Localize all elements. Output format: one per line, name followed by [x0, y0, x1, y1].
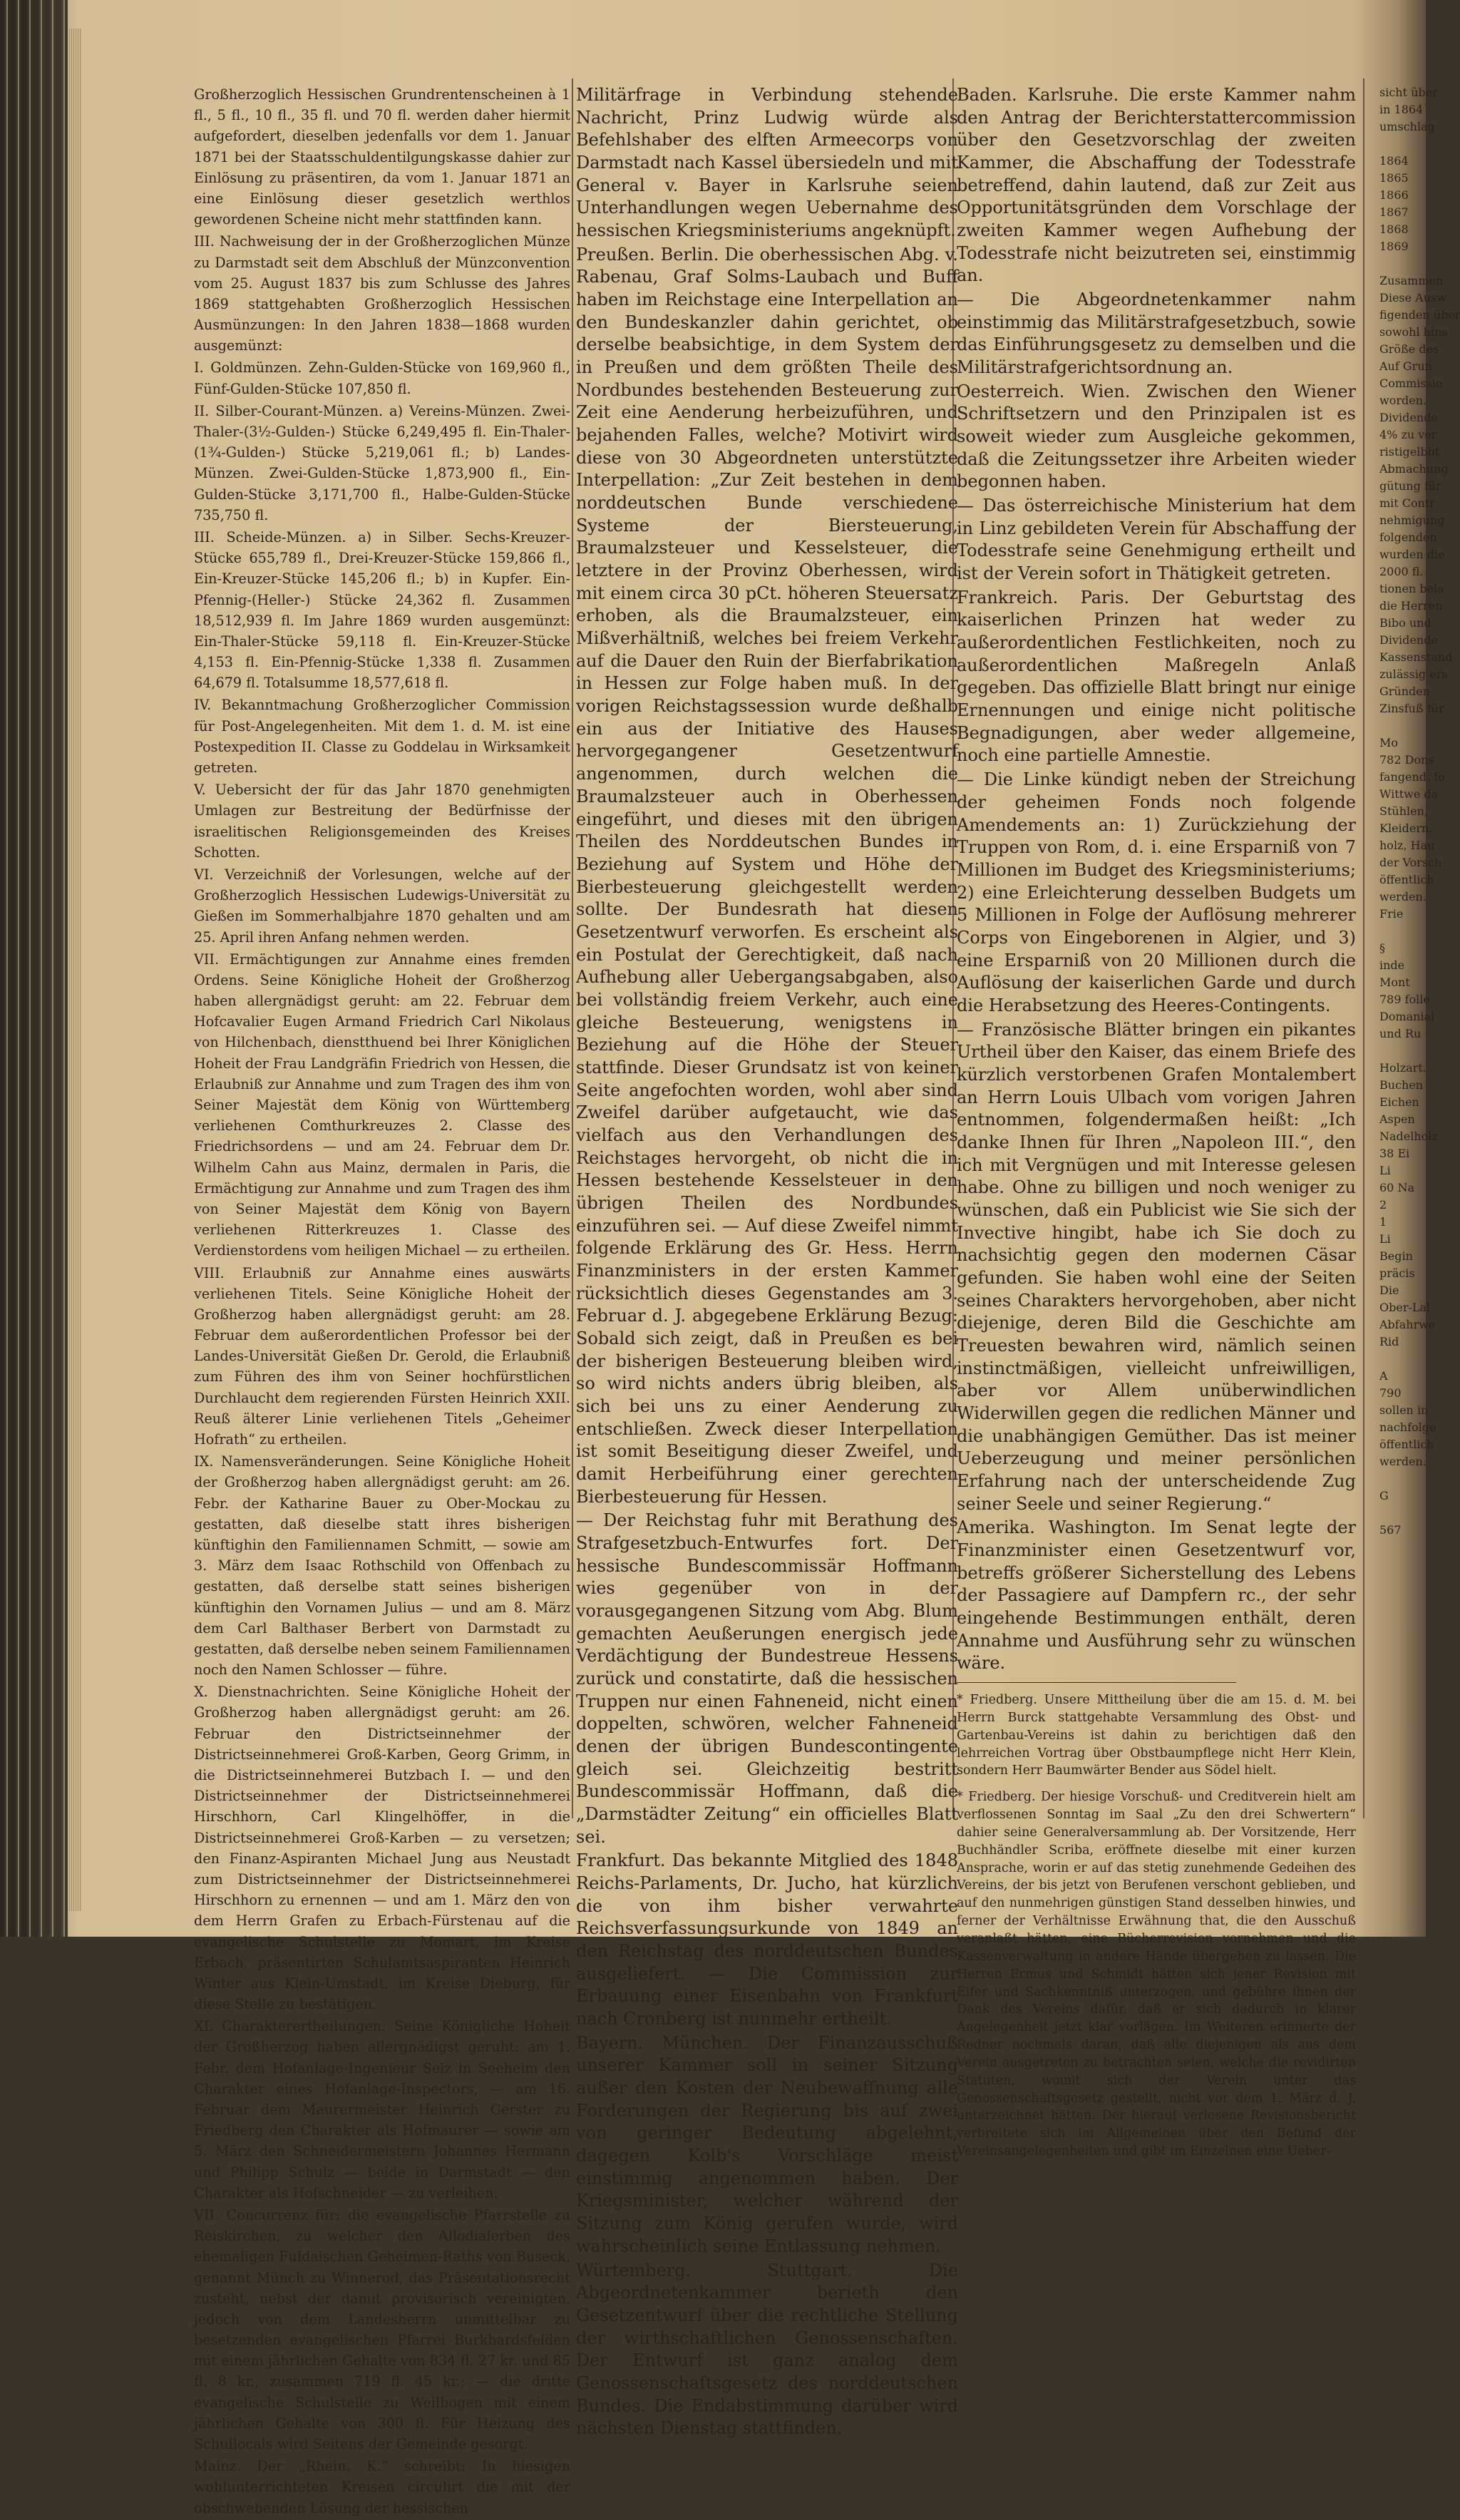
paragraph: Frankreich. Paris. Der Geburtstag des kaiserlichen Prinzen hat weder zu außerordentlichen Festlichkeiten, noch zu außerordentlichen Maßregeln Anlaß gegeben. Das offizielle Blatt bringt nur einige Ernennungen und einige nicht politische Begnadigungen, aber weder allgemeine, noch eine partielle Amnestie. [957, 587, 1356, 766]
paragraph: Würtemberg. Stuttgart. Die Abgeordnetenkammer berieth den Gesetzentwurf über die rechtliche Stellung der wirthschaftlichen Genossenschaften. Der Entwurf ist ganz analog dem Genossenschaftsgesetz des norddeutschen Bundes. Die Endabstimmung darüber wird nächsten Dienstag stattfinden. [576, 2260, 958, 2439]
cropped-line: und Ru [1379, 1027, 1422, 1040]
cropped-line: 4% zu ver [1379, 428, 1437, 441]
cropped-line [1379, 1470, 1426, 1487]
cropped-line: sollen in [1379, 1403, 1429, 1417]
cropped-line: 1864 [1379, 154, 1409, 168]
cropped-line: G [1379, 1489, 1389, 1502]
cropped-line: Gründen [1379, 685, 1431, 698]
cropped-line: nehmigung [1379, 513, 1445, 527]
cropped-line: öffentlich [1379, 1438, 1434, 1451]
cropped-line: Zinsfuß für [1379, 702, 1444, 715]
cropped-line: A [1379, 1369, 1388, 1383]
cropped-line: 1866 [1379, 188, 1409, 202]
cropped-line: präcis [1379, 1266, 1415, 1280]
cropped-line: 790 [1379, 1386, 1402, 1400]
cropped-line: 1865 [1379, 171, 1409, 185]
cropped-line: Zusammen [1379, 274, 1444, 287]
section-divider [957, 1682, 1236, 1683]
cropped-line: Abfahrwe [1379, 1318, 1436, 1331]
cropped-line [1379, 717, 1426, 734]
paragraph: Bayern. München. Der Finanzausschuß unserer Kammer soll in seiner Sitzung außer den Kosten der Neubewaffnung alle Forderungen der Regierung bis auf zwei von geringer Bedeutung abgelehnt, dagegen Kolb's Vorschläge meist einstimmig angenommen haben. Der Kriegsminister, welcher während der Sitzung zum König gerufen wurde, wird wahrscheinlich seine Entlassung nehmen. [576, 2032, 958, 2256]
cropped-line: worden. [1379, 394, 1427, 407]
cropped-line [1379, 135, 1426, 153]
cropped-line: Auf Grun [1379, 359, 1432, 373]
local-notice: * Friedberg. Unsere Mittheilung über die am 15. d. M. bei Herrn Burck stattgehabte Versammlung des Obst- und Gartenbau-Vereins ist dahin zu berichtigen daß den lehrreichen Vortrag über Obstbaumpflege nicht Herr Klein, sondern Herr Baumwärter Bender aus Södel hielt. [957, 1693, 1356, 1778]
cropped-line: mit Contr [1379, 496, 1436, 510]
cropped-line [1379, 923, 1426, 940]
cropped-line: Li [1379, 1232, 1391, 1246]
cropped-line: Kleidern, [1379, 821, 1433, 835]
cropped-line: in 1864 [1379, 103, 1424, 116]
cropped-line: sicht über [1379, 86, 1438, 99]
paragraph: — Französische Blätter bringen ein pikantes Urtheil über den Kaiser, das einem Briefe des kürzlich verstorbenen Grafen Montalembert an Herrn Louis Ulbach vom vorigen Jahren entnommen, folgendermaßen heißt: „Ich danke Ihnen für Ihren „Napoleon III.“, den ich mit Vergnügen und mit Interesse gelesen habe. Ohne zu billigen und noch weniger zu wünschen, daß ein Publicist wie Sie sich der Invective hingibt, habe ich Sie doch zu nachsichtig gegen den modernen Cäsar gefunden. Sie haben wohl eine der Seiten seines Charakters hervorgehoben, aber nicht diejenige, deren Bild die Geschichte am Treuesten bewahren wird, nämlich seinen instinctmäßigen, vielleicht unfreiwilligen, aber vor Allem unüberwindlichen Widerwillen gegen die redlichen Männer und die unabhängigen Gemüther. Das ist meiner Ueberzeugung und meiner persönlichen Erfahrung nach der unterscheidende Zug seiner Seele und seiner Regierung.“ [957, 1019, 1356, 1514]
paragraph: VII. Ermächtigungen zur Annahme eines fremden Ordens. Seine Königliche Hoheit der Großherzog haben allergnädigst geruht: am 22. Februar dem Hofcavalier Eugen Armand Friedrich Carl Nikolaus von Hilchenbach, dienstthuend bei Ihrer Königlichen Hoheit der Frau Landgräfin Friedrich von Hessen, die Erlaubniß zur Annahme und zum Tragen des ihm von Seiner Majestät dem König von Württemberg verliehenen Comthurkreuzes 2. Classe des Friedrichsordens — und am 24. Februar dem Dr. Wilhelm Cahn aus Mainz, dermalen in Paris, die Ermächtigung zur Annahme und zum Tragen des ihm von Seiner Majestät dem König von Bayern verliehenen Ritterkreuzes 1. Classe des Verdienstordens vom heiligen Michael — zu ertheilen. [194, 951, 570, 1259]
cropped-line [1379, 1043, 1426, 1060]
cropped-line: umschlag [1379, 120, 1435, 133]
cropped-line: gütung für [1379, 479, 1441, 493]
paragraph: I. Goldmünzen. Zehn-Gulden-Stücke von 169,960 fl., Fünf-Gulden-Stücke 107,850 fl. [194, 359, 570, 397]
cropped-line: holz, Hau [1379, 839, 1435, 852]
cropped-line: 1867 [1379, 205, 1409, 219]
cropped-line: wurden die [1379, 548, 1445, 561]
cropped-line [1379, 1505, 1426, 1522]
cropped-line: inde [1379, 958, 1405, 972]
cropped-line: Frie [1379, 907, 1404, 921]
cropped-line: tionen bela [1379, 582, 1444, 595]
cropped-line: Ober-Lal [1379, 1301, 1431, 1314]
cropped-line: öffentlich [1379, 873, 1434, 886]
cropped-line: sowohl hins [1379, 325, 1448, 339]
cropped-line: werden. [1379, 1455, 1426, 1468]
cropped-line: folgenden [1379, 531, 1437, 544]
paragraph: XI. Charakterertheilungen. Seine Königliche Hoheit der Großherzog haben allergnädigst geruht: am 1. Febr. dem Hofanlage-Ingenieur Seiz in Seeheim den Charakter eines Hofanlage-Inspectors, — am 16. Februar dem Maurermeister Heinrich Gerster zu Friedberg den Charakter als Hofmaurer — sowie am 5. März den Schneidermeistern Johannes Hermann und Philipp Schulz — beide in Darmstadt — den Charakter als Hofschneider — zu verleihen. [194, 2018, 570, 2201]
paragraph: VIII. Erlaubniß zur Annahme eines auswärts verliehenen Titels. Seine Königliche Hoheit der Großherzog haben allergnädigst geruht: am 28. Februar dem außerordentlichen Professor bei der Landes-Universität Gießen Dr. Gerold, die Erlaubniß zum Führen des ihm von Seiner hochfürstlichen Durchlaucht dem regierenden Fürsten Heinrich XXII. Reuß älterer Linie verliehenen Titels „Geheimer Hofrath“ zu ertheilen. [194, 1264, 570, 1448]
cropped-line: Bibo und [1379, 616, 1431, 630]
cropped-line: 1869 [1379, 240, 1409, 253]
cropped-line [1379, 255, 1426, 272]
cropped-line: Stühlen, [1379, 804, 1428, 818]
cropped-line: Diese Ausw [1379, 291, 1446, 304]
cropped-line: 2000 fl. [1379, 565, 1424, 578]
cropped-line: Li [1379, 1164, 1391, 1177]
book-spine [0, 0, 68, 1937]
cropped-line: figenden über [1379, 308, 1460, 322]
cropped-line: Kassenstand [1379, 650, 1453, 664]
local-notice: * Friedberg. Der hiesige Vorschuß- und Creditverein hielt am verflossenen Sonntag im Saal „Zu den drei Schwertern“ dahier seine Generalversammlung ab. Der Vorsitzende, Herr Buchhändler Scriba, eröffnete dieselbe mit einer kurzen Ansprache, worin er auf das stetig zunehmende Gedeihen des Vereins, der bis jetzt von Berufenen verschont geblieben, und auf den nunmehrigen günstigen Stand desselben hinwies, und ferner der Verhältnisse Erwähnung that, die den Ausschuß veranlaßt hätten, eine Bücherrevision vornehmen und die Kassenverwaltung in andere Hände übergehen zu lassen. Die Herren Ermus und Schmidt hätten sich jener Revision mit Eifer und Sachkenntniß unterzogen, und gebühre ihnen der Dank des Vereins dafür, daß er sich dadurch in klarer Angelegenheit jetzt klar vorlägen. Im Weiteren erinnerte der Redner nochmals daran, daß alle diejenigen als aus dem Verein ausgetreten zu betrachten seien, welche die revidirten Statuten, womit sich der Verein unter das Genossenschaftsgesetz gestellt, nicht vor dem 1. März d. J. unterzeichnet hätten. Der hierauf verlesene Revisionsbericht verbreitete sich im Allgemeinen über den Befund der Vereinsangelegenheiten und gibt im Einzelnen eine Ueber- [957, 1790, 1356, 2159]
cropped-line [1379, 1351, 1426, 1368]
paragraph: — Die Abgeordnetenkammer nahm einstimmig das Militärstrafgesetzbuch, sowie das Einführungsgesetz zu demselben und die Militärstrafgerichtsordnung an. [957, 290, 1356, 378]
paragraph: IV. Bekanntmachung Großherzoglicher Commission für Post-Angelegenheiten. Mit dem 1. d. M. ist eine Postexpedition II. Classe zu Goddelau in Wirksamkeit getreten. [194, 697, 570, 776]
column-rule [572, 78, 573, 1818]
paragraph: II. Silber-Courant-Münzen. a) Vereins-Münzen. Zwei-Thaler-(3½-Gulden-) Stücke 6,249,495 fl. Ein-Thaler-(1¾-Gulden-) Stücke 5,219,061 fl.; b) Landes-Münzen. Zwei-Gulden-Stücke 1,873,900 fl., Ein-Gulden-Stücke 3,171,700 fl., Halbe-Gulden-Stücke 735,750 fl. [194, 402, 570, 523]
cropped-line: 2 [1379, 1198, 1387, 1212]
cropped-line: Eichen [1379, 1095, 1419, 1109]
cropped-line: 789 folle [1379, 993, 1430, 1006]
paragraph: V. Uebersicht der für das Jahr 1870 genehmigten Umlagen zur Bestreitung der Bedürfnisse der israelitischen Religionsgemeinden des Kreises Schotten. [194, 782, 570, 861]
paragraph: Baden. Karlsruhe. Die erste Kammer nahm den Antrag der Berichterstattercommission über den Gesetzvorschlag der zweiten Kammer, die Abschaffung der Todesstrafe betreffend, dahin lautend, daß zur Zeit aus Opportunitätsgründen dem Vorschlage der zweiten Kammer wegen Aufhebung der Todesstrafe nicht beizutreten sei, einstimmig an. [957, 85, 1356, 286]
paragraph: Mainz. Der „Rhein. K.“ schreibt: In hiesigen wohlunterrichteten Kreisen circulirt die mit der obschwebenden Lösung der hessischen [194, 2458, 570, 2516]
cropped-line: 1868 [1379, 222, 1409, 236]
cropped-line: Dividende [1379, 411, 1438, 424]
paragraph: Militärfrage in Verbindung stehende Nachricht, Prinz Ludwig würde als Befehlshaber des elften Armeecorps von Darmstadt nach Kassel übersiedeln und mit General v. Bayer in Karlsruhe seien Unterhandlungen wegen Uebernahme des hessischen Kriegsministeriums angeknüpft. [576, 85, 958, 241]
cropped-line: zulässig ers [1379, 667, 1448, 681]
cropped-line: der Vorsch [1379, 856, 1442, 869]
paragraph: III. Nachweisung der in der Großherzoglichen Münze zu Darmstadt seit dem Abschluß der Münzconvention vom 25. August 1837 bis zum Schlusse des Jahres 1869 stattgehabten Großherzoglich Hessischen Ausmünzungen: In den Jahren 1838—1868 wurden ausgemünzt: [194, 233, 570, 354]
paragraph: — Die Linke kündigt neben der Streichung der geheimen Fonds noch folgende Amendements an: 1) Zurückziehung der Truppen von Rom, d. i. eine Ersparniß von 7 Millionen im Budget des Kriegsministeriums; 2) eine Erleichterung desselben Budgets um 5 Millionen in Folge der Auflösung mehrerer Corps von Eingeborenen in Algier, und 3) eine Ersparniß von 20 Millionen durch die Auflösung der kaiserlichen Garde und durch die Herabsetzung des Heeres-Contingents. [957, 769, 1356, 1015]
column-3 [957, 84, 1356, 2162]
cropped-line: ristigelbbt [1379, 445, 1440, 459]
paragraph: — Das österreichische Ministerium hat dem in Linz gebildeten Verein für Abschaffung der Todesstrafe seine Genehmigung ertheilt und ist der Verein sofort in Thätigkeit getreten. [957, 496, 1356, 584]
cropped-line: Mo [1379, 736, 1399, 749]
paragraph: IX. Namensveränderungen. Seine Königliche Hoheit der Großherzog haben allergnädigst geruht: am 26. Febr. der Katharine Bauer zu Ober-Mockau zu gestatten, daß dieselbe statt ihres bisherigen künftighin den Familiennamen Schmitt, — sowie am 3. März dem Isaac Rothschild von Offenbach zu gestatten, daß derselbe statt seines bisherigen künftighin den Vornamen Julius — und am 8. März dem Carl Balthaser Berbert von Darmstadt zu gestatten, daß derselbe neben seinem Familiennamen noch den Namen Schlosser — führe. [194, 1453, 570, 1679]
column-4-cropped [1379, 84, 1460, 1539]
cropped-line: Die [1379, 1284, 1399, 1297]
cropped-line: Mont [1379, 975, 1410, 989]
column-2 [576, 84, 958, 2442]
cropped-line: Wittwe da [1379, 787, 1439, 801]
paragraph: Großherzoglich Hessischen Grundrentenscheinen à 1 fl., 5 fl., 10 fl., 35 fl. und 70 fl. werden daher hiermit aufgefordert, dieselben jedenfalls vor dem 1. Januar 1871 bei der Staatsschuldentilgungskasse dahier zur Einlösung zu präsentiren, da vom 1. Januar 1871 an eine Einlösung dieser gesetzlich werthlos gewordenen Scheine nicht mehr stattfinden kann. [194, 86, 570, 228]
cropped-line: Rid [1379, 1335, 1399, 1348]
paragraph: Amerika. Washington. Im Senat legte der Finanzminister einen Gesetzentwurf vor, betreffs größerer Sicherstellung des Lebens der Passagiere auf Dampfern rc., der sehr eingehende Bestimmungen enthält, deren Annahme und Ausführung sehr zu wünschen wäre. [957, 1517, 1356, 1674]
cropped-line: Domanial [1379, 1010, 1435, 1023]
paragraph: VII. Concurrenz für: die evangelische Pfarrstelle zu Reiskirchen, zu welcher den Allodialerben des ehemaligen Fuldaischen Geheimen-Raths von Buseck, genannt Münch zu Winnerod, das Präsentationsrecht zusteht, nebst der damit provisorisch vereinigten, jedoch von dem Landesherrn unmittelbar zu besetzenden evangelischen Pfarrei Burkhardsfelden mit einem jährlichen Gehalte von 834 fl. 27 kr. und 85 fl. 8 kr., zusammen 719 fl. 45 kr.; — die dritte evangelische Schulstelle zu Weilbogen mit einem jährlichen Gehalte von 300 fl. Für Heizung des Schullocals wird Seitens der Gemeinde gesorgt. [194, 2206, 570, 2452]
cropped-line: Größe des [1379, 342, 1439, 356]
column-1 [194, 84, 570, 2520]
cropped-line: Aspen [1379, 1112, 1415, 1126]
cropped-line: Buchen [1379, 1078, 1424, 1092]
paragraph: VI. Verzeichniß der Vorlesungen, welche auf der Großherzoglich Hessischen Ludewigs-Universität zu Gießen im Sommerhalbjahre 1870 gehalten und am 25. April ihren Anfang nehmen werden. [194, 866, 570, 946]
cropped-line: Holzart. [1379, 1061, 1426, 1075]
cropped-line: 567 [1379, 1523, 1402, 1537]
cropped-line: 782 Dons [1379, 753, 1434, 767]
paragraph: X. Dienstnachrichten. Seine Königliche Hoheit der Großherzog haben allergnädigst geruht: am 26. Februar den Districtseinnehmer der Districtseinnehmerei Groß-Karben, Georg Grimm, in die Districtseinnehmerei Butzbach I. — und den Districtseinnehmer der Districtseinnehmerei Hirschhorn, Carl Klingelhöffer, in die Districtseinnehmerei Groß-Karben — zu versetzen; den Finanz-Aspiranten Michael Jung aus Neustadt zum Districtseinnehmer der Districtseinnehmerei Hirschhorn zu ernennen — und am 1. März den von dem Herrn Grafen zu Erbach-Fürstenau auf die evangelische Schulstelle zu Momart, im Kreise Erbach, präsentirten Schulamtsaspiranten Heinrich Winter aus Klein-Umstadt, im Kreise Dieburg, für diese Stelle zu bestätigen. [194, 1684, 570, 2013]
cropped-line: Begin [1379, 1249, 1413, 1263]
column-rule [1363, 78, 1364, 1818]
cropped-line: fangend, fo [1379, 770, 1445, 784]
cropped-line: 38 Ei [1379, 1147, 1410, 1160]
page-edges [68, 29, 82, 1911]
cropped-line: 1 [1379, 1215, 1387, 1229]
paragraph: Frankfurt. Das bekannte Mitglied des 1848 Reichs-Parlaments, Dr. Jucho, hat kürzlich die von ihm bisher verwahrte Reichsverfassungsurkunde von 1849 an den Reichstag des norddeutschen Bundes ausgeliefert. — Die Commission zur Erbauung einer Eisenbahn von Frankfurt nach Cronberg ist nunmehr ertheilt. [576, 1850, 958, 2029]
cropped-line: die Herren [1379, 599, 1443, 613]
cropped-line: Nadelholz [1379, 1130, 1438, 1143]
cropped-line: Abmachung [1379, 462, 1449, 476]
cropped-line: nachfolge [1379, 1420, 1436, 1434]
cropped-line: werden. [1379, 890, 1426, 903]
paragraph: — Der Reichstag fuhr mit Berathung des Strafgesetzbuch-Entwurfes fort. Der hessische Bundescommissär Hoffmann wies gegenüber von in der vorausgegangenen Sitzung vom Abg. Blum gemachten Aeußerungen energisch jede Verdächtigung der Bundestreue Hessens zurück und constatirte, daß die hessischen Truppen nur einen Fahneneid, nicht einen doppelten, schwören, welcher Fahneneid denen der übrigen Bundescontingente gleich sei. Gleichzeitig bestritt Bundescommissär Hoffmann, daß die „Darmstädter Zeitung“ ein officielles Blatt sei. [576, 1510, 958, 1847]
paragraph: Oesterreich. Wien. Zwischen den Wiener Schriftsetzern und den Prinzipalen ist es soweit wieder zum Ausgleiche gekommen, daß die Zeitungssetzer ihre Arbeiten wieder begonnen haben. [957, 381, 1356, 492]
cropped-line: Dividende [1379, 633, 1438, 647]
paragraph: III. Scheide-Münzen. a) in Silber. Sechs-Kreuzer-Stücke 655,789 fl., Drei-Kreuzer-Stücke 159,866 fl., Ein-Kreuzer-Stücke 145,206 fl.; b) in Kupfer. Ein-Pfennig-(Heller-) Stücke 24,362 fl. Zusammen 18,512,939 fl. Im Jahre 1869 wurden ausgemünzt: Ein-Thaler-Stücke 59,118 fl. Ein-Kreuzer-Stücke 4,153 fl. Ein-Pfennig-Stücke 1,338 fl. Zusammen 64,679 fl. Totalsumme 18,577,618 fl. [194, 528, 570, 692]
cropped-line: Commissio [1379, 377, 1443, 390]
paragraph: Preußen. Berlin. Die oberhessischen Abg. v. Rabenau, Graf Solms-Laubach und Buff haben im Reichstage eine Interpellation an den Bundeskanzler dahin gerichtet, ob derselbe beabsichtige, in dem System der in Preußen und dem größten Theile des Nordbundes bestehenden Besteuerung zur Zeit eine Aenderung herbeizuführen, und bejahenden Falles, welche? Motivirt wird diese von 30 Abgeordneten unterstützte Interpellation: „Zur Zeit bestehen in dem norddeutschen Bunde verschiedene Systeme der Biersteuerung, Braumalzsteuer und Kesselsteuer, die letztere in der Provinz Oberhessen, wird mit einem circa 30 pCt. höheren Steuersatz erhoben, als die Braumalzsteuer, ein Mißverhältniß, welches bei freiem Verkehr auf die Dauer den Ruin der Bierfabrikation in Hessen zur Folge haben muß. In der vorigen Reichstagssession wurde deßhalb ein aus der Initiative des Hauses hervorgegangener Gesetzentwurf angenommen, durch welchen die Braumalzsteuer auch in Oberhessen eingeführt, und dieses mit den übrigen Theilen des Norddeutschen Bundes in Beziehung auf System und Höhe der Bierbesteuerung gleichgestellt werden sollte. Der Bundesrath hat diesen Gesetzentwurf verworfen. Es erscheint als ein Postulat der Gerechtigkeit, daß nach Aufhebung aller Uebergangsabgaben, also bei vollständig freiem Verkehr, auch eine gleiche Besteuerung, wenigstens in Beziehung auf die Höhe der Steuer stattfinde. Dieser Grundsatz ist von keiner Seite angefochten worden, wohl aber sind Zweifel darüber aufgetaucht, wie das vielfach aus den Verhandlungen des Reichstages hervorgeht, ob nicht die in Hessen bestehende Kesselsteuer in den übrigen Theilen des Nordbundes einzuführen sei. — Auf diese Zweifel nimmt folgende Erklärung des Gr. Hess. Herrn Finanzministers in der ersten Kammer rücksichtlich dieses Gegenstandes am 3. Februar d. J. abgegebene Erklärung Bezug: Sobald sich zeigt, daß in Preußen es bei der bisherigen Besteuerung bleiben wird, so wird nichts anders übrig bleiben, als sich bei uns zu einer Aenderung zu entschließen. Zweck dieser Interpellation ist somit Beseitigung dieser Zweifel, und damit Herbeiführung einer gerechten Bierbesteuerung für Hessen. [576, 244, 958, 1507]
cropped-line: 60 Na [1379, 1181, 1414, 1194]
cropped-line: § [1379, 941, 1385, 955]
